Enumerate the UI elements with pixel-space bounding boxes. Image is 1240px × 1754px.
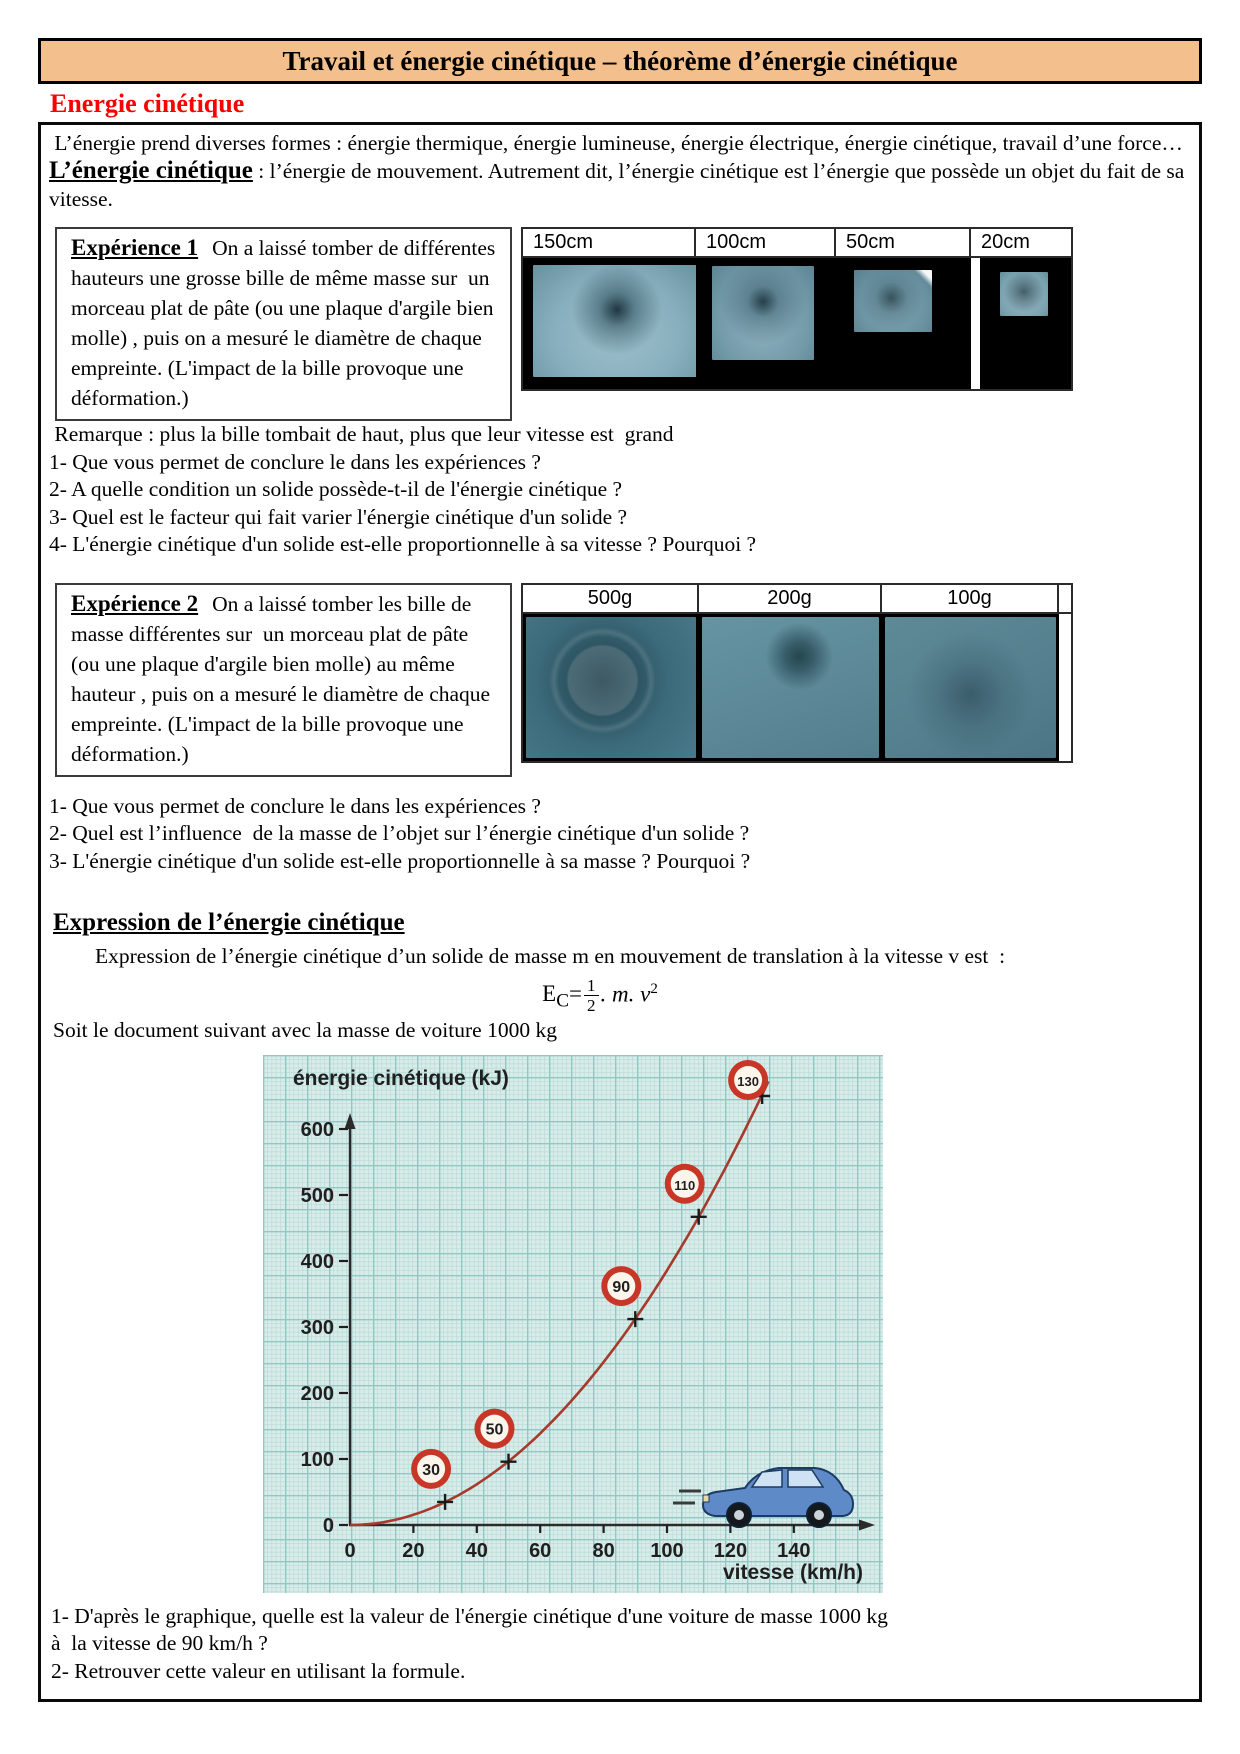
experience1-question-3: 3- Quel est le facteur qui fait varier l'énergie cinétique d'un solide ? — [49, 504, 628, 529]
experience1-question-2: 2- A quelle condition un solide possède-t-il de l'énergie cinétique ? — [49, 477, 623, 501]
y-axis-title: énergie cinétique (kJ) — [293, 1066, 509, 1090]
experience2-questions — [49, 793, 1191, 876]
experience2-header-row — [523, 585, 1071, 614]
car-headlight — [703, 1495, 709, 1502]
x-tick-label: 0 — [344, 1539, 356, 1562]
kinetic-energy-vs-speed-graph — [263, 1055, 883, 1593]
clay-impression-photo-500g — [526, 617, 696, 758]
x-tick-label: 100 — [650, 1539, 684, 1562]
experience1-box — [55, 227, 512, 421]
x-tick-label: 140 — [777, 1539, 811, 1562]
y-tick-label: 500 — [300, 1184, 334, 1207]
content-box — [38, 122, 1202, 1702]
experience1-remark: Remarque : plus la bille tombait de haut, plus que leur vitesse est grand — [49, 422, 674, 446]
formula-mid: . m. v — [600, 981, 651, 1007]
experience2-description: On a laissé tomber les bille de masse différentes sur un morceau plat de pâte (ou une plaque d'argile bien molle) au même hauteur , puis on a mesuré le diamètre de chaque empreinte. (L'impact de la bille provoque une déformation.) — [71, 591, 496, 766]
mass-header-100g: 100g — [882, 585, 1059, 614]
definition-term: L’énergie cinétique — [49, 157, 253, 184]
experience1-description: On a laissé tomber de différentes hauteurs une grosse bille de même masse sur un morceau plat de pâte (ou une plaque d'argile bien molle) , puis on a mesuré le diamètre de chaque empreinte. (L'impact de la bille provoque une déformation.) — [71, 236, 501, 410]
experience2-photo-strip — [523, 614, 1071, 761]
formula-exponent: 2 — [650, 980, 658, 997]
photo-cell-150cm — [523, 258, 696, 389]
photo-cell-100g — [882, 614, 1059, 761]
x-tick-label: 120 — [713, 1539, 748, 1562]
definition-paragraph — [49, 157, 1191, 213]
experience1-photo-strip — [523, 258, 1071, 389]
x-tick-label: 60 — [529, 1539, 552, 1562]
experience2-image-table — [521, 583, 1073, 763]
speed-limit-sign-label: 90 — [612, 1278, 631, 1296]
document-note: Soit le document suivant avec la masse de voiture 1000 kg — [53, 1018, 557, 1043]
expression-heading: Expression de l’énergie cinétique — [53, 909, 405, 936]
x-tick-label: 20 — [402, 1539, 425, 1562]
height-header-20cm: 20cm — [971, 229, 1071, 258]
experience2-question-2: 2- Quel est l’influence de la masse de l’objet sur l’énergie cinétique d'un solide ? — [49, 821, 750, 845]
experience1-image-table — [521, 227, 1073, 391]
clay-impression-photo-150cm — [533, 265, 701, 377]
clay-impression-photo-100cm — [712, 266, 814, 360]
experience2-question-3: 3- L'énergie cinétique d'un solide est-elle proportionnelle à sa masse ? Pourquoi ? — [49, 848, 751, 873]
kinetic-energy-formula — [49, 977, 1151, 1016]
final-question-1-line2: à la vitesse de 90 km/h ? — [51, 1631, 268, 1656]
experience1-question-4: 4- L'énergie cinétique d'un solide est-elle proportionnelle à sa vitesse ? Pourquoi ? — [49, 532, 757, 556]
x-tick-label: 40 — [465, 1539, 488, 1562]
final-question-1-line1: 1- D'après le graphique, quelle est la valeur de l'énergie cinétique d'une voiture de masse 1000 kg — [51, 1603, 888, 1628]
y-tick-label: 0 — [322, 1514, 334, 1537]
x-tick-label: 80 — [592, 1539, 615, 1562]
y-tick-label: 300 — [300, 1316, 334, 1339]
experience1-title: Expérience 1 — [71, 235, 199, 260]
definition-text: : l’énergie de mouvement. Autrement dit, l’énergie cinétique est l’énergie que possède un objet du fait de sa vitesse. — [49, 159, 1190, 211]
clay-impression-photo-100g — [885, 617, 1056, 758]
title-banner — [38, 38, 1202, 84]
formula-fraction: $\frac{1}{2}$ — [584, 977, 599, 1016]
intro-paragraph: L’énergie prend diverses formes : énergie thermique, énergie lumineuse, énergie électrique, énergie cinétique, travail d’une force… — [49, 131, 1183, 155]
height-header-50cm: 50cm — [836, 229, 971, 258]
expression-intro: Expression de l’énergie cinétique d’un solide de masse m en mouvement de translation à la vitesse v est : — [95, 944, 1006, 968]
kinetic-energy-chart — [263, 1055, 883, 1593]
y-tick-label: 400 — [300, 1250, 334, 1273]
speed-limit-sign-label: 110 — [674, 1177, 696, 1193]
speed-limit-sign-label: 50 — [485, 1421, 504, 1439]
mass-header-blank — [1059, 585, 1071, 614]
page-title: Travail et énergie cinétique – théorème d’énergie cinétique — [282, 45, 958, 76]
experience2-title: Expérience 2 — [71, 590, 199, 616]
experience1-header-row — [523, 229, 1071, 258]
photo-cell-50cm — [836, 258, 971, 389]
experience2-section — [49, 583, 1191, 777]
y-tick-label: 600 — [300, 1118, 334, 1141]
mass-header-500g: 500g — [523, 585, 699, 614]
formula-lhs: $E_C=$ — [542, 981, 582, 1012]
speed-limit-sign-label: 30 — [422, 1461, 440, 1479]
mass-header-200g: 200g — [699, 585, 882, 614]
experience2-text — [71, 589, 500, 769]
photo-cell-20cm — [971, 258, 1071, 389]
experience1-text — [71, 233, 500, 413]
x-axis-title: vitesse (km/h) — [722, 1560, 863, 1584]
clay-impression-photo-50cm — [854, 270, 932, 332]
photo-cell-100cm — [696, 258, 836, 389]
y-tick-label: 100 — [300, 1448, 334, 1471]
experience2-box — [55, 583, 512, 777]
photo-cell-500g — [523, 614, 699, 761]
clay-impression-photo-20cm — [1000, 272, 1048, 316]
final-question-2: 2- Retrouver cette valeur en utilisant la formule. — [51, 1658, 466, 1683]
y-tick-label: 200 — [300, 1382, 334, 1405]
height-header-100cm: 100cm — [696, 229, 836, 258]
experience1-question-1: 1- Que vous permet de conclure le dans les expériences ? — [49, 449, 541, 474]
experience1-section — [49, 227, 1191, 421]
photo-strip-spacer — [1059, 614, 1071, 761]
speed-limit-sign-label: 130 — [737, 1073, 759, 1089]
section-heading: Energie cinétique — [50, 89, 245, 118]
experience2-question-1: 1- Que vous permet de conclure le dans les expériences ? — [49, 793, 541, 818]
clay-impression-photo-200g — [702, 617, 879, 758]
height-header-150cm: 150cm — [523, 229, 696, 258]
photo-cell-200g — [699, 614, 882, 761]
